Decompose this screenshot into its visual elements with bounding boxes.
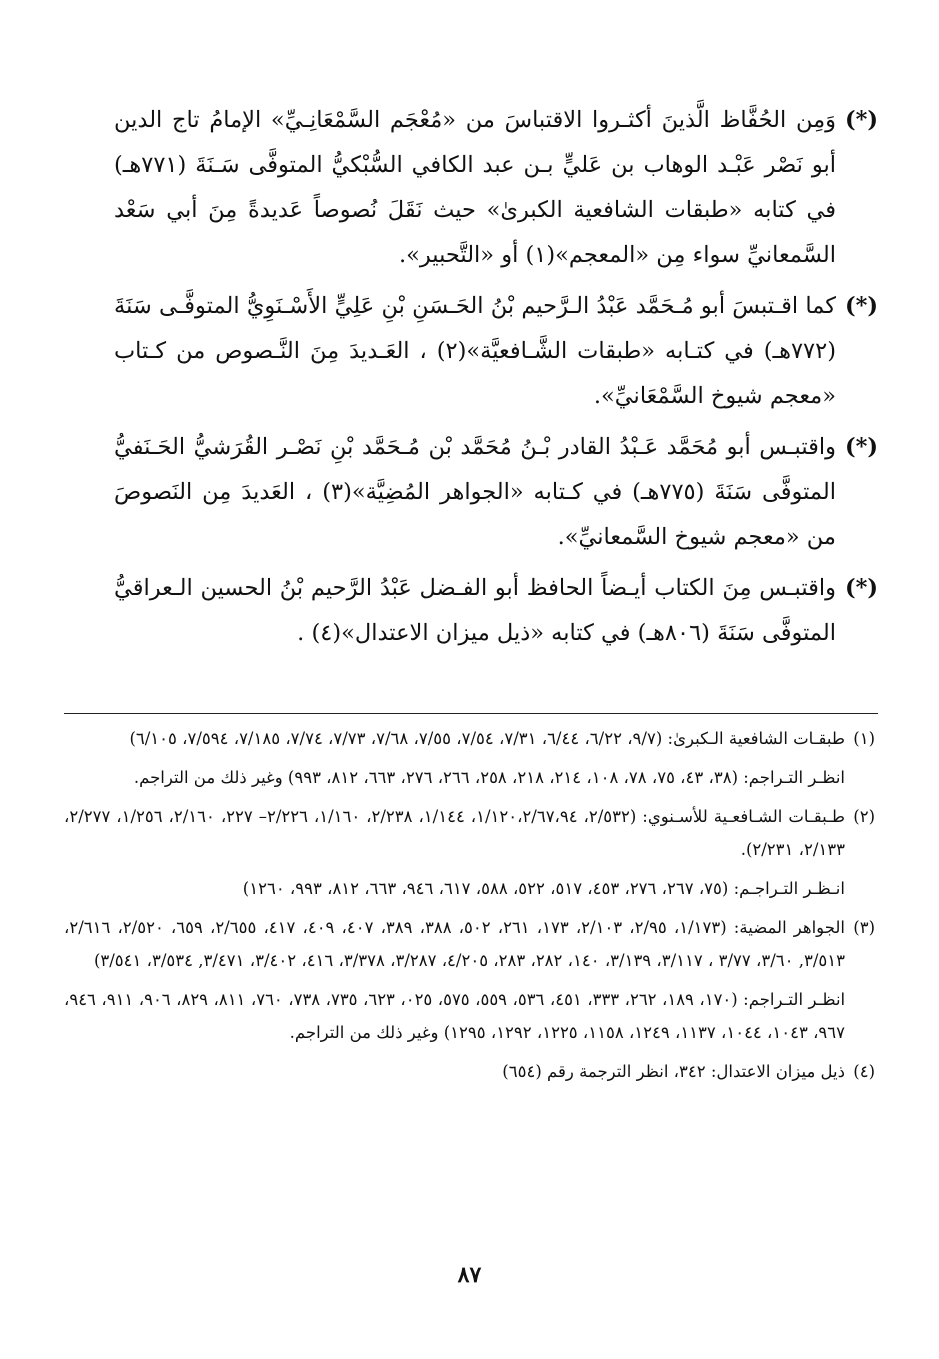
- footnote-text: الجواهر المضية: (١/١٧٣، ٢/٩٥، ٢/١٠٣، ١٧٣، ٢٦١، ٥٠٢، ٣٨٨، ٣٨٩، ٤٠٧، ٤٠٩، ٤١٧، ٢/٦٥٥، ٦٥٩، ٢/٥٢٠، ٢/٦١٦، ٣/٥١٣, ٣/٦٠، ٣/٧٧ ، ٣/١١٧، ٣/١٣٩، ١٤٠، ٢٨٢، ٢٨٣، ٤/٢٠٥، ٣/٢٨٧، ٣/٣٧٨، ٤١٦، ٣/٤٠٢، ٣/٤٧١, ٣/٥٣٤، ٣/٥٤١): [64, 918, 845, 970]
- footnote-number: (١): [853, 729, 875, 748]
- page-number: ٨٧: [457, 1262, 482, 1288]
- paragraph-1: [114, 98, 878, 278]
- footnote-subtext: انـظـر التـراجـم: (٧٥، ٢٦٧، ٢٧٦، ٤٥٣، ٥١٧، ٥٢٢، ٥٨٨، ٦١٧، ٩٤٦، ٦٦٣، ٨١٢، ٩٩٣، ١٢٦٠): [242, 879, 845, 898]
- paragraph-text: كما اقـتبسَ أبو مُـحَمَّد عَبْدُ الـرَّحيم بْنُ الحَـسَنِ بْنِ عَلِيٍّ الأَسْـنَوِيُّ المتوفَّـى سَنَةَ (٧٧٢هـ) في كتـابه «طبقات الشَّـافعيَّة»(٢) ، العَـديدَ مِنَ النَّـصوص من كـتاب «معجم شيوخ السَّمْعَانيِّ».: [114, 293, 836, 409]
- paragraph-marker: (*): [844, 293, 878, 319]
- paragraph-marker: (*): [844, 107, 878, 133]
- footnote-subtext: انظـر التـراجم: (١٧٠، ١٨٩، ٢٦٢، ٣٣٣، ٤٥١، ٥٣٦، ٥٥٩، ٥٧٥، ٠٢٥، ٦٢٣، ٧٣٥، ٧٣٨، ٧٦٠، ٨١١، ٨٢٩، ٩٠٦، ٩١١، ٩٤٦، ٩٦٧، ١٠٤٣، ١٠٤٤، ١١٣٧، ١٢٤٩، ١١٥٨، ١٢٢٥، ١٢٩٢، ١٢٩٥) وغير ذلك من التراجم.: [64, 990, 846, 1042]
- paragraph-2: [114, 284, 878, 419]
- paragraph-text: واقتبـس أبو مُحَمَّد عَـبْدُ القادر بْـنُ مُحَمَّد بْن مُـحَمَّد بْنِ نَصْـر القُرَشيُّ الحَـنَفيُّ المتوفَّى سَنَةَ (٧٧٥هـ) في كـتابه «الجواهر المُضِيَّة»(٣) ، العَديدَ مِن النَصوصَ من «معجم شيوخ السَّمعانيِّ».: [114, 434, 837, 550]
- footnote-divider: [64, 713, 878, 714]
- paragraph-text: واقتبـس مِنَ الكتاب أيـضاً الحافظ أبو الفـضل عَبْدُ الرَّحيم بْنُ الحسين الـعراقيُّ المتوفَّى سَنَةَ (٨٠٦هـ) في كتابه «ذيل ميزان الاعتدال»(٤) .: [114, 575, 836, 646]
- footnote-number: (٣): [853, 918, 875, 937]
- footnote-number: (٤): [853, 1062, 875, 1081]
- paragraph-4: [114, 566, 878, 656]
- main-text: [114, 98, 878, 662]
- paragraph-marker: (*): [844, 575, 878, 601]
- footnote-3: [64, 911, 875, 1049]
- footnote-text: ذيل ميزان الاعتدال: ٣٤٢، انظر الترجمة رقم (٦٥٤): [502, 1062, 845, 1081]
- footnote-number: (٢): [853, 807, 875, 826]
- footnote-1: [64, 722, 875, 794]
- footnote-subtext: انظـر التـراجم: (٣٨، ٤٣، ٧٥، ٧٨، ١٠٨، ٢١٤، ٢١٨، ٢٥٨، ٢٦٦، ٢٧٦، ٦٦٣، ٨١٢، ٩٩٣) وغير ذلك من التراجم.: [133, 768, 845, 787]
- footnote-text: طبقـات الشافعية الـكبرىٰ: (٩/٧، ٦/٢٢، ٦/٤٤، ٧/٣١، ٧/٥٤، ٧/٥٥، ٧/٦٨، ٧/٧٣، ٧/٧٤، ٧/١٨٥، ٧/٥٩٤، ٦/١٠٥): [129, 729, 845, 748]
- paragraph-3: [114, 425, 878, 560]
- paragraph-text: وَمِن الحُفَّاظ الَّذينَ أكثـروا الاقتباسَ من «مُعْجَم السَّمْعَانِـيِّ» الإمامُ تاج الدين أبو نَصْر عَبْـد الوهاب بن عَليٍّ بـن عبد الكافي السُّبْكيُّ المتوفَّى سَـنَةَ (٧٧١هـ) في كتابه «طبقات الشافعية الكبرىٰ» حيث نَقَلَ نُصوصاً عَديدةً مِنَ أبي سَعْد السَّمعانيِّ سواء مِن «المعجم»(١) أو «التَّحبير».: [114, 107, 836, 268]
- paragraph-marker: (*): [844, 434, 878, 460]
- footnote-4: [64, 1055, 875, 1088]
- footnotes: [64, 722, 875, 1094]
- footnote-text: طـبقـات الشـافعـية للأسـنوي: (٢/٥٣٢، ١/١٢٠،٢/٦٧،٩٤، ١/١٤٤، ٢/٢٣٨، ١/١٦٠، ٢/٢٢٦– ٢٢٧، ٢/١٦٠، ١/٢٥٦، ٢/٢٧٧، ٢/١٣٣، ٢/٢٣١).: [64, 807, 846, 859]
- footnote-2: [64, 800, 875, 905]
